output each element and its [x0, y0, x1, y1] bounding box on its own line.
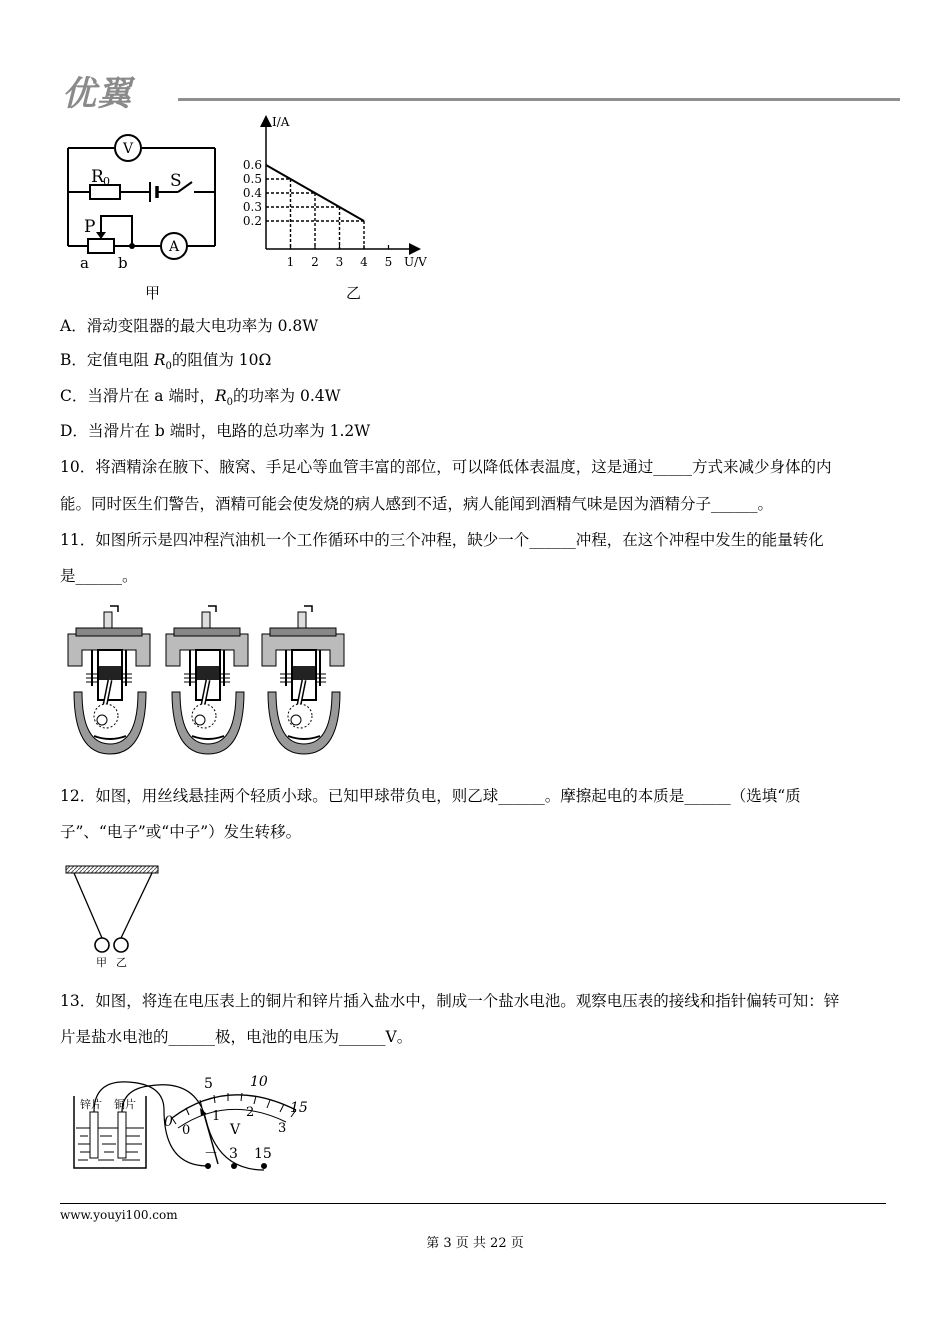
scale-inner-1: 1 [212, 1109, 221, 1124]
y-tick-label: 0.6 [242, 158, 262, 172]
option-c[interactable] [60, 386, 341, 413]
q11-line1: 11．如图所示是四冲程汽油机一个工作循环中的三个冲程，缺少一个______冲程，在这个冲程中发生的能量转化 [60, 531, 824, 549]
x-axis-label: U/V [404, 255, 427, 269]
footer-rule [60, 1203, 886, 1204]
salt-water-battery-figure [68, 1070, 328, 1182]
option-a-text: 滑动变阻器的最大电功率为 0.8W [86, 317, 319, 335]
q10-line2: 能。同时医生们警告，酒精可能会使发烧的病人感到不适，病人能闻到酒精气味是因为酒精分子______。 [60, 495, 774, 513]
zinc-label: 锌片 [80, 1098, 102, 1111]
iv-graph [238, 110, 438, 275]
option-b-sub: 0 [165, 361, 172, 373]
page-number: 第 3 页 共 22 页 [426, 1236, 524, 1251]
option-c-pre: 当滑片在 a 端时， [87, 387, 215, 405]
copper-label: 铜片 [114, 1098, 136, 1111]
slider-label: P [84, 217, 96, 237]
x-tick-label: 1 [286, 255, 295, 269]
x-tick-label: 3 [335, 255, 344, 269]
scale-outer-0: 0 [164, 1114, 173, 1130]
option-a-label: A． [60, 317, 87, 335]
ball-right-label: 乙 [116, 956, 127, 969]
terminal-3-label: 3 [229, 1146, 238, 1162]
resistor-subscript: 0 [103, 175, 110, 188]
engine-strokes-figure [60, 604, 360, 759]
terminal-negative-label: － [204, 1146, 218, 1162]
q10-line1: 10．将酒精涂在腋下、腋窝、手足心等血管丰富的部位，可以降低体表温度，这是通过_____方式来减少身体的内 [60, 458, 832, 476]
hanging-balls-figure [62, 862, 162, 972]
ball-right [114, 938, 128, 952]
scale-outer-5: 5 [204, 1076, 213, 1092]
resistor-label: R [91, 167, 104, 187]
end-a-label: a [80, 254, 89, 272]
x-tick-label: 2 [311, 255, 319, 269]
ammeter-label: A [168, 239, 180, 255]
x-tick-label: 5 [384, 255, 393, 269]
q13-line2: 片是盐水电池的______极，电池的电压为______V。 [60, 1028, 413, 1046]
circuit-caption: 甲 [145, 284, 161, 302]
ball-left [95, 938, 109, 952]
option-b[interactable] [60, 350, 271, 377]
y-axis-label: I/A [272, 115, 290, 129]
meter-unit-label: V [230, 1122, 241, 1138]
ball-left-label: 甲 [96, 956, 107, 969]
scale-outer-10: 10 [250, 1074, 268, 1090]
voltmeter-label: V [122, 141, 134, 157]
switch-label: S [170, 171, 182, 191]
scale-inner-2: 2 [246, 1105, 255, 1120]
option-c-var: R [214, 387, 227, 405]
circuit-diagram [60, 128, 225, 273]
option-c-sub: 0 [226, 397, 234, 409]
ceiling [66, 866, 158, 873]
end-b-label: b [118, 254, 128, 272]
terminal-15-label: 15 [254, 1146, 272, 1162]
option-d-text: 当滑片在 b 端时，电路的总功率为 1.2W [87, 422, 371, 440]
option-d-label: D． [60, 422, 88, 440]
y-tick-label: 0.2 [242, 214, 262, 228]
series-line [266, 165, 364, 221]
copper-plate [118, 1112, 126, 1158]
terminal-3v [231, 1163, 237, 1169]
option-d[interactable] [60, 421, 370, 441]
q11-line2: 是______。 [60, 567, 138, 585]
option-b-pre: 定值电阻 [86, 351, 154, 369]
option-b-label: B． [60, 351, 87, 369]
option-b-var: R [153, 351, 166, 369]
scale-inner-0: 0 [182, 1123, 191, 1138]
scale-inner-3: 3 [278, 1121, 287, 1136]
header-rule [178, 98, 900, 101]
y-tick-label: 0.4 [242, 186, 262, 200]
graph-caption: 乙 [346, 284, 362, 302]
option-c-label: C． [60, 387, 88, 405]
q12-line1: 12．如图，用丝线悬挂两个轻质小球。已知甲球带负电，则乙球______。摩擦起电的本质是______（选填“质 [60, 787, 801, 805]
y-tick-label: 0.5 [242, 172, 262, 186]
y-tick-label: 0.3 [242, 200, 262, 214]
footer-url[interactable]: www.youyi100.com [60, 1208, 178, 1222]
option-c-post: 的功率为 0.4W [233, 387, 341, 405]
q12-line2: 子”、“电子”或“中子”）发生转移。 [60, 823, 302, 841]
x-tick-label: 4 [360, 255, 368, 269]
brand-logo: 优翼 [62, 74, 132, 114]
scale-outer-15: 15 [290, 1100, 308, 1116]
option-b-post: 的阻值为 10Ω [171, 351, 272, 369]
terminal-negative [205, 1163, 211, 1169]
zinc-plate [90, 1112, 98, 1158]
terminal-15v [261, 1163, 267, 1169]
q13-line1: 13．如图，将连在电压表上的铜片和锌片插入盐水中，制成一个盐水电池。观察电压表的接线和指针偏转可知：锌 [60, 992, 840, 1010]
option-a[interactable] [60, 316, 318, 336]
